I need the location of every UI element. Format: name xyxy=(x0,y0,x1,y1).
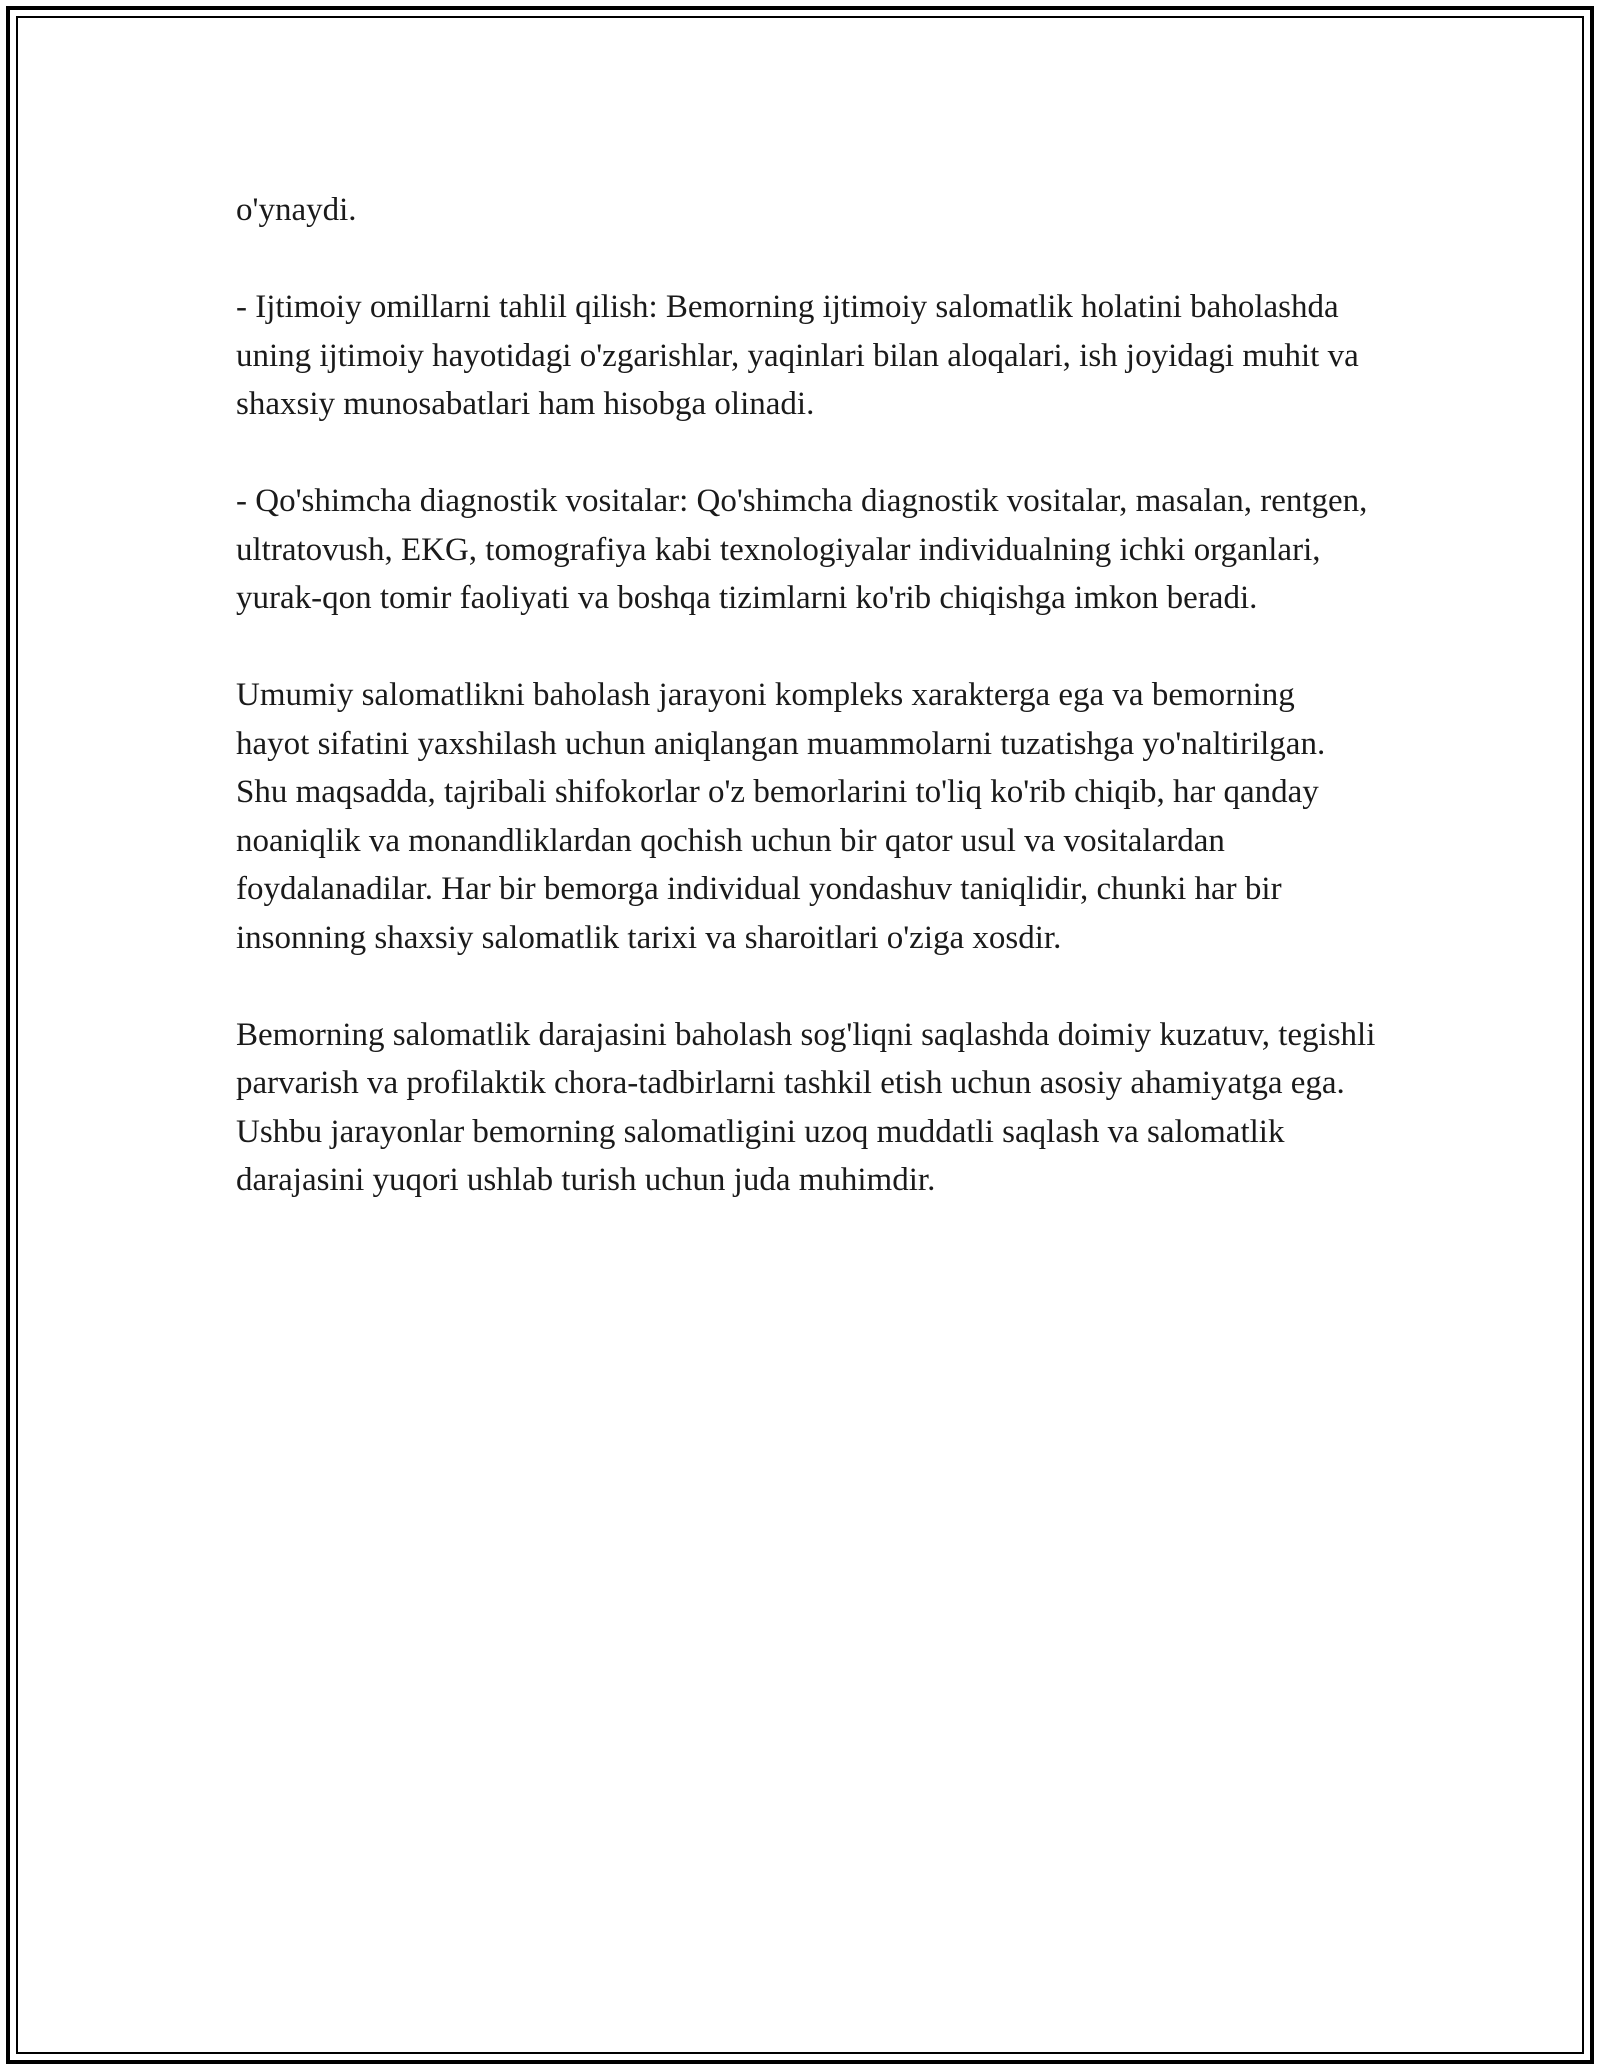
document-body xyxy=(236,186,1376,1205)
paragraph-conclusion: Bemorning salomatlik darajasini baholash sog'liqni saqlashda doimiy kuzatuv, tegishli parvarish va profilaktik chora-tadbirlarni tashkil etish uchun asosiy ahamiyatga ega. Ushbu jarayonlar bemorning salomatligini uzoq muddatli saqlash va salomatlik darajasini yuqori ushlab turish uchun juda muhimdir. xyxy=(236,1016,1376,1198)
paragraph-continuation: o'ynaydi. xyxy=(236,192,357,228)
paragraph-general-assessment: Umumiy salomatlikni baholash jarayoni kompleks xarakterga ega va bemorning hayot sifatini yaxshilash uchun aniqlangan muammolarni tuzatishga yo'naltirilgan. Shu maqsadda, tajribali shifokorlar o'z bemorlarini to'liq ko'rib chiqib, har qanday noaniqlik va monandliklardan qochish uchun bir qator usul va vositalardan foydalanadilar. Har bir bemorga individual yondashuv taniqlidir, chunki har bir insonning shaxsiy salomatlik tarixi va sharoitlari o'ziga xosdir. xyxy=(236,677,1326,956)
paragraph-diagnostic-tools: - Qo'shimcha diagnostik vositalar: Qo'shimcha diagnostik vositalar, masalan, rentgen, ultratovush, EKG, tomografiya kabi texnologiyalar individualning ichki organlari, yurak-qon tomir faoliyati va boshqa tizimlarni ko'rib chiqishga imkon beradi. xyxy=(236,483,1368,616)
paragraph-social-factors: - Ijtimoiy omillarni tahlil qilish: Bemorning ijtimoiy salomatlik holatini baholashda uning ijtimoiy hayotidagi o'zgarishlar, yaqinlari bilan aloqalari, ish joyidagi muhit va shaxsiy munosabatlari ham hisobga olinadi. xyxy=(236,289,1359,422)
